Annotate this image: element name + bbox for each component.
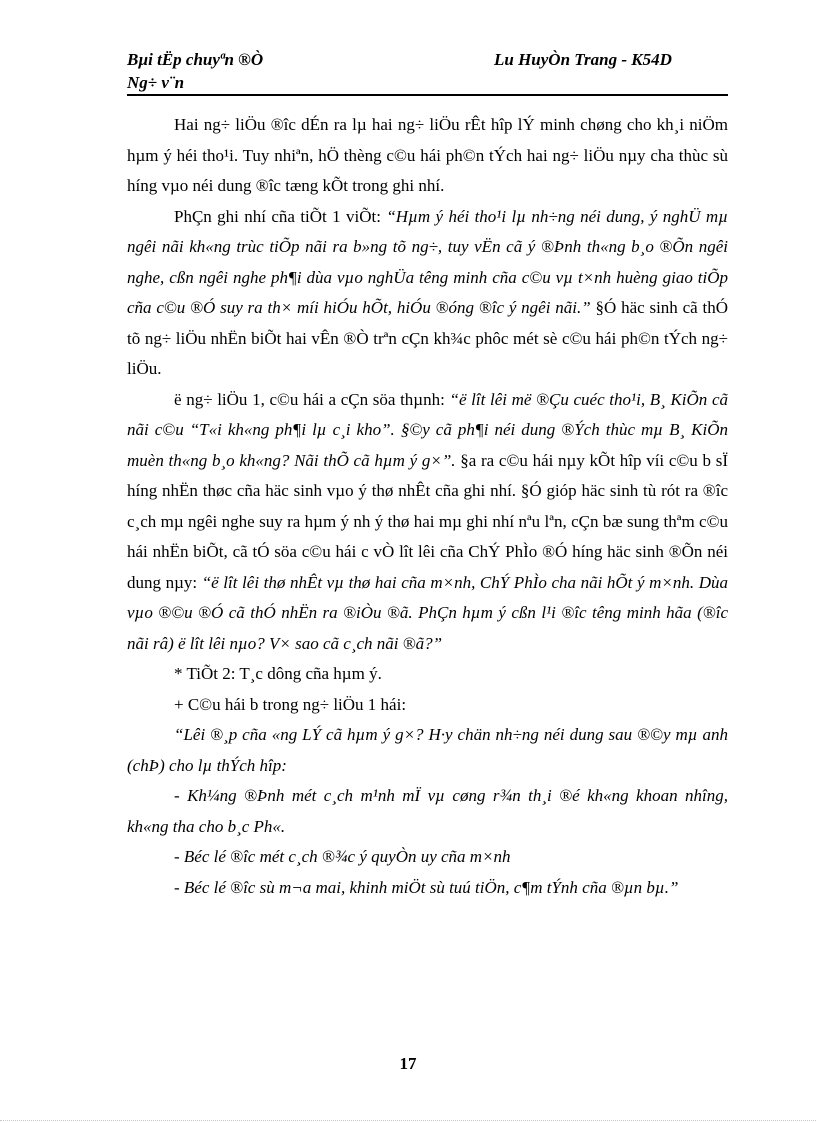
paragraph-text: PhÇn ghi nhí cña tiÕt 1 viÕt: <box>174 206 387 226</box>
list-item: - Béc lé ®îc sù m¬a mai, khinh miÖt sù tuú tiÖn, c¶m tÝnh cña ®µn bµ.” <box>174 877 679 897</box>
question-quote: “Lêi ®¸p cña «ng LÝ cã hµm ý g×? H·y chän nh÷ng néi dung sau ®©y mµ anh (chÞ) cho lµ thÝch hîp: <box>127 725 728 775</box>
section-heading-tiet-2: * TiÕt 2: T¸c dông cña hµm ý. <box>174 664 382 683</box>
quotation: “ë lît lêi thø nhÊt vµ thø hai cña m×nh, ChÝ PhÌo cha nãi hÕt ý m×nh. Dùa vµo ®©u ®Ó cã thÓ nhËn ra ®iÒu ®ã. PhÇn hµm ý cßn l¹i ®îc têng minh hãa (®îc nãi râ) ë lît lêi nµo? V× sao cã c¸ch nãi ®ã?” <box>127 572 728 653</box>
header-course-line2: Ng÷ v¨n <box>127 73 185 92</box>
paragraph-text: §Ó häc sinh cã thÓ tõ ng÷ liÖu nhËn biÕt hai vÊn ®Ò trªn cÇn kh¾c phôc mét sè c©u hái ph©n tÝch ng÷ liÖu. <box>127 298 728 378</box>
paragraph-ngu-lieu-1 <box>127 385 728 660</box>
paragraph-ghi-nho <box>127 202 728 385</box>
quotation: “Hµm ý héi tho¹i lµ nh÷ng néi dung, ý nghÜ mµ ngêi nãi kh«ng trùc tiÕp nãi ra b»ng tõ ng÷, tuy vËn cã ý ®Þnh th«ng b¸o ®Õn ngêi nghe, cßn ngêi nghe ph¶i dùa vµo nghÜa têng minh cña c©u vµ t×nh huèng giao tiÕp cña c©u ®Ó suy ra th× míi hiÓu hÕt, hiÓu ®óng ®îc ý ngêi nãi.” <box>127 206 728 317</box>
document-body <box>127 110 728 903</box>
header-course-title <box>127 48 263 94</box>
paragraph-text: §a ra c©u hái nµy kÕt hîp víi c©u b sÏ híng nhËn thøc cña häc sinh vµo ý thø nhÊt cña ghi nhí. §Ó gióp häc sinh tù rót ra ®îc c¸ch mµ ngêi nghe suy ra hµm ý nh ý thø hai mµ ghi nhí nªu lªn, cÇn bæ sung thªm c©u hái nhËn biÕt, cã tÓ söa c©u hái c vÒ lît lêi cña ChÝ PhÌo ®Ó híng häc sinh ®Õn néi dung nµy: <box>127 450 729 592</box>
page-number: 17 <box>399 1054 417 1073</box>
paragraph-intro: Hai ng÷ liÖu ®îc dÉn ra lµ hai ng÷ liÖu rÊt hîp lÝ minh chøng cho kh¸i niÖm hµm ý héi tho¹i. Tuy nhiªn, hÖ thèng c©u hái ph©n tÝch hai ng÷ liÖu nµy cha thùc sù híng vµo néi dung ®îc tæng kÕt trong ghi nhí. <box>127 115 728 195</box>
header-course-line1: Bµi tËp chuyªn ®Ò <box>127 50 264 69</box>
paragraph-text: ë ng÷ liÖu 1, c©u hái a cÇn söa thµnh: <box>174 389 450 409</box>
question-label: + C©u hái b trong ng÷ liÖu 1 hái: <box>174 694 407 714</box>
header-divider <box>127 94 728 96</box>
list-item: - Béc lé ®îc mét c¸ch ®¾c ý quyÒn uy cña m×nh <box>174 847 511 866</box>
page-bottom-border <box>0 1120 816 1121</box>
list-item: - Kh¼ng ®Þnh mét c¸ch m¹nh mÏ vµ cøng r¾n th¸i ®é kh«ng khoan nhîng, kh«ng tha cho b¸c Ph«. <box>127 786 728 836</box>
header-author: Lu HuyÒn Trang - K54D <box>494 50 672 69</box>
quotation: “ë lît lêi më ®Çu cuéc tho¹i, B¸ KiÕn cã nãi c©u “T«i kh«ng ph¶i lµ c¸i kho”. §©y cã ph¶i néi dung ®Ých thùc mµ B¸ KiÕn muèn th«ng b¸o kh«ng? Nãi thÕ cã hµm ý g×”. <box>127 389 728 470</box>
